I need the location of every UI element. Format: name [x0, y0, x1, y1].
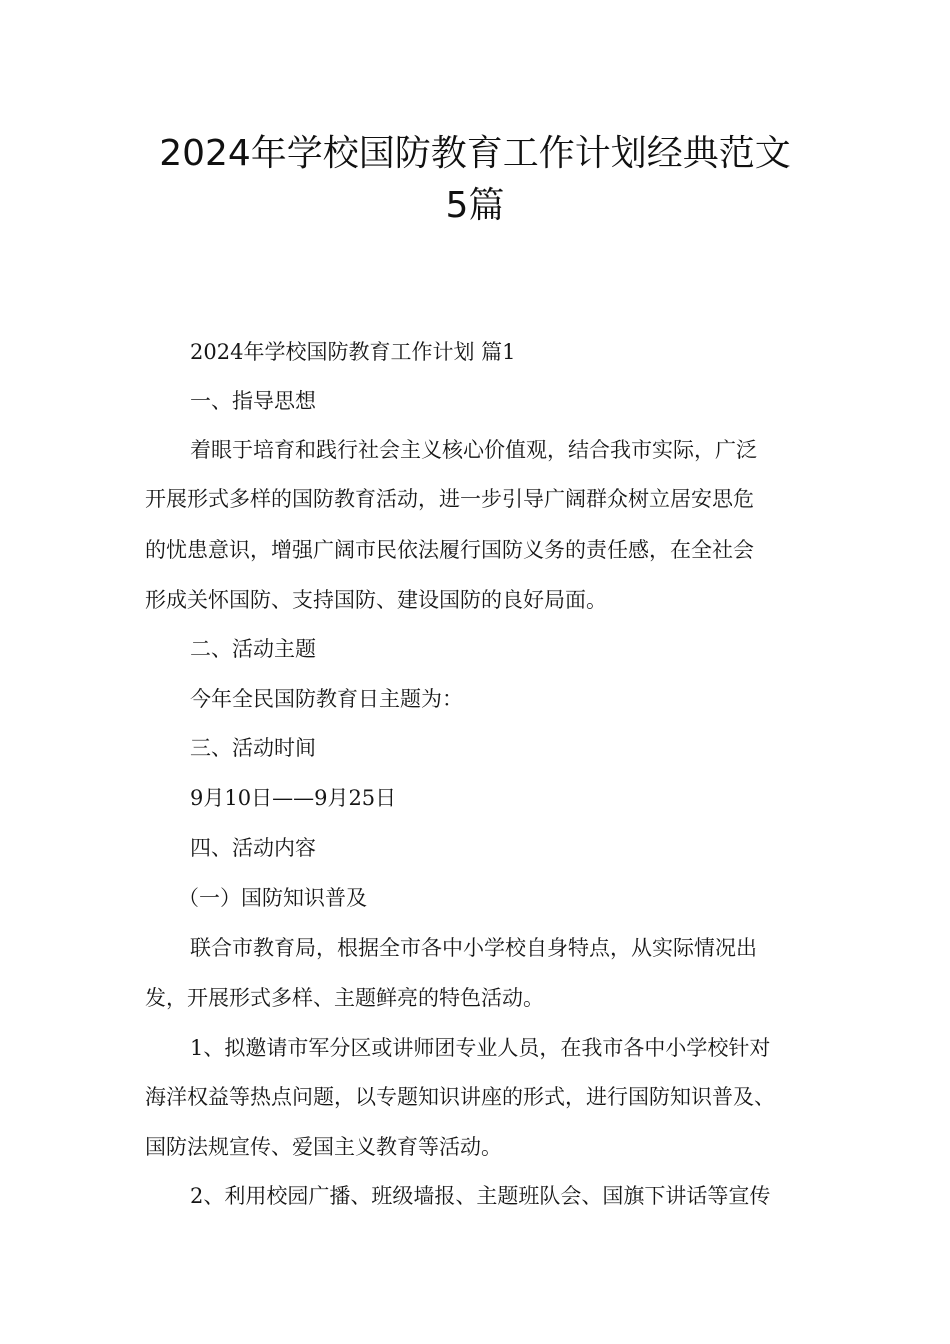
paragraph-line: 今年全民国防教育日主题为： — [190, 687, 463, 711]
list-item-2: 2、利用校园广播、班级墙报、主题班队会、国旗下讲话等宣传 — [190, 1184, 771, 1208]
heading-guiding-ideology: 一、指导思想 — [190, 389, 316, 413]
paragraph-line: 着眼于培育和践行社会主义核心价值观，结合我市实际，广泛 — [190, 438, 757, 462]
document-title-line-1: 2024年学校国防教育工作计划经典范文 — [159, 133, 791, 174]
paragraph-line: 形成关怀国防、支持国防、建设国防的良好局面。 — [145, 588, 607, 612]
list-item-1: 1、拟邀请市军分区或讲师团专业人员，在我市各中小学校针对 — [190, 1036, 771, 1060]
paragraph-line: 的忧患意识，增强广阔市民依法履行国防义务的责任感，在全社会 — [145, 538, 754, 562]
subheading-defense-knowledge: （一）国防知识普及 — [178, 886, 367, 910]
activity-date-range: 9月10日——9月25日 — [190, 786, 397, 810]
heading-activity-content: 四、活动内容 — [190, 836, 316, 860]
section-heading-plan: 2024年学校国防教育工作计划 篇1 — [190, 340, 516, 364]
paragraph-line: 国防法规宣传、爱国主义教育等活动。 — [145, 1135, 502, 1159]
paragraph-line: 海洋权益等热点问题，以专题知识讲座的形式，进行国防知识普及、 — [145, 1085, 775, 1109]
paragraph-line: 开展形式多样的国防教育活动，进一步引导广阔群众树立居安思危 — [145, 487, 754, 511]
document-title-line-2: 5篇 — [445, 185, 505, 226]
heading-activity-theme: 二、活动主题 — [190, 637, 316, 661]
heading-activity-time: 三、活动时间 — [190, 736, 316, 760]
paragraph-line: 联合市教育局，根据全市各中小学校自身特点，从实际情况出 — [190, 936, 757, 960]
paragraph-line: 发，开展形式多样、主题鲜亮的特色活动。 — [145, 986, 544, 1010]
